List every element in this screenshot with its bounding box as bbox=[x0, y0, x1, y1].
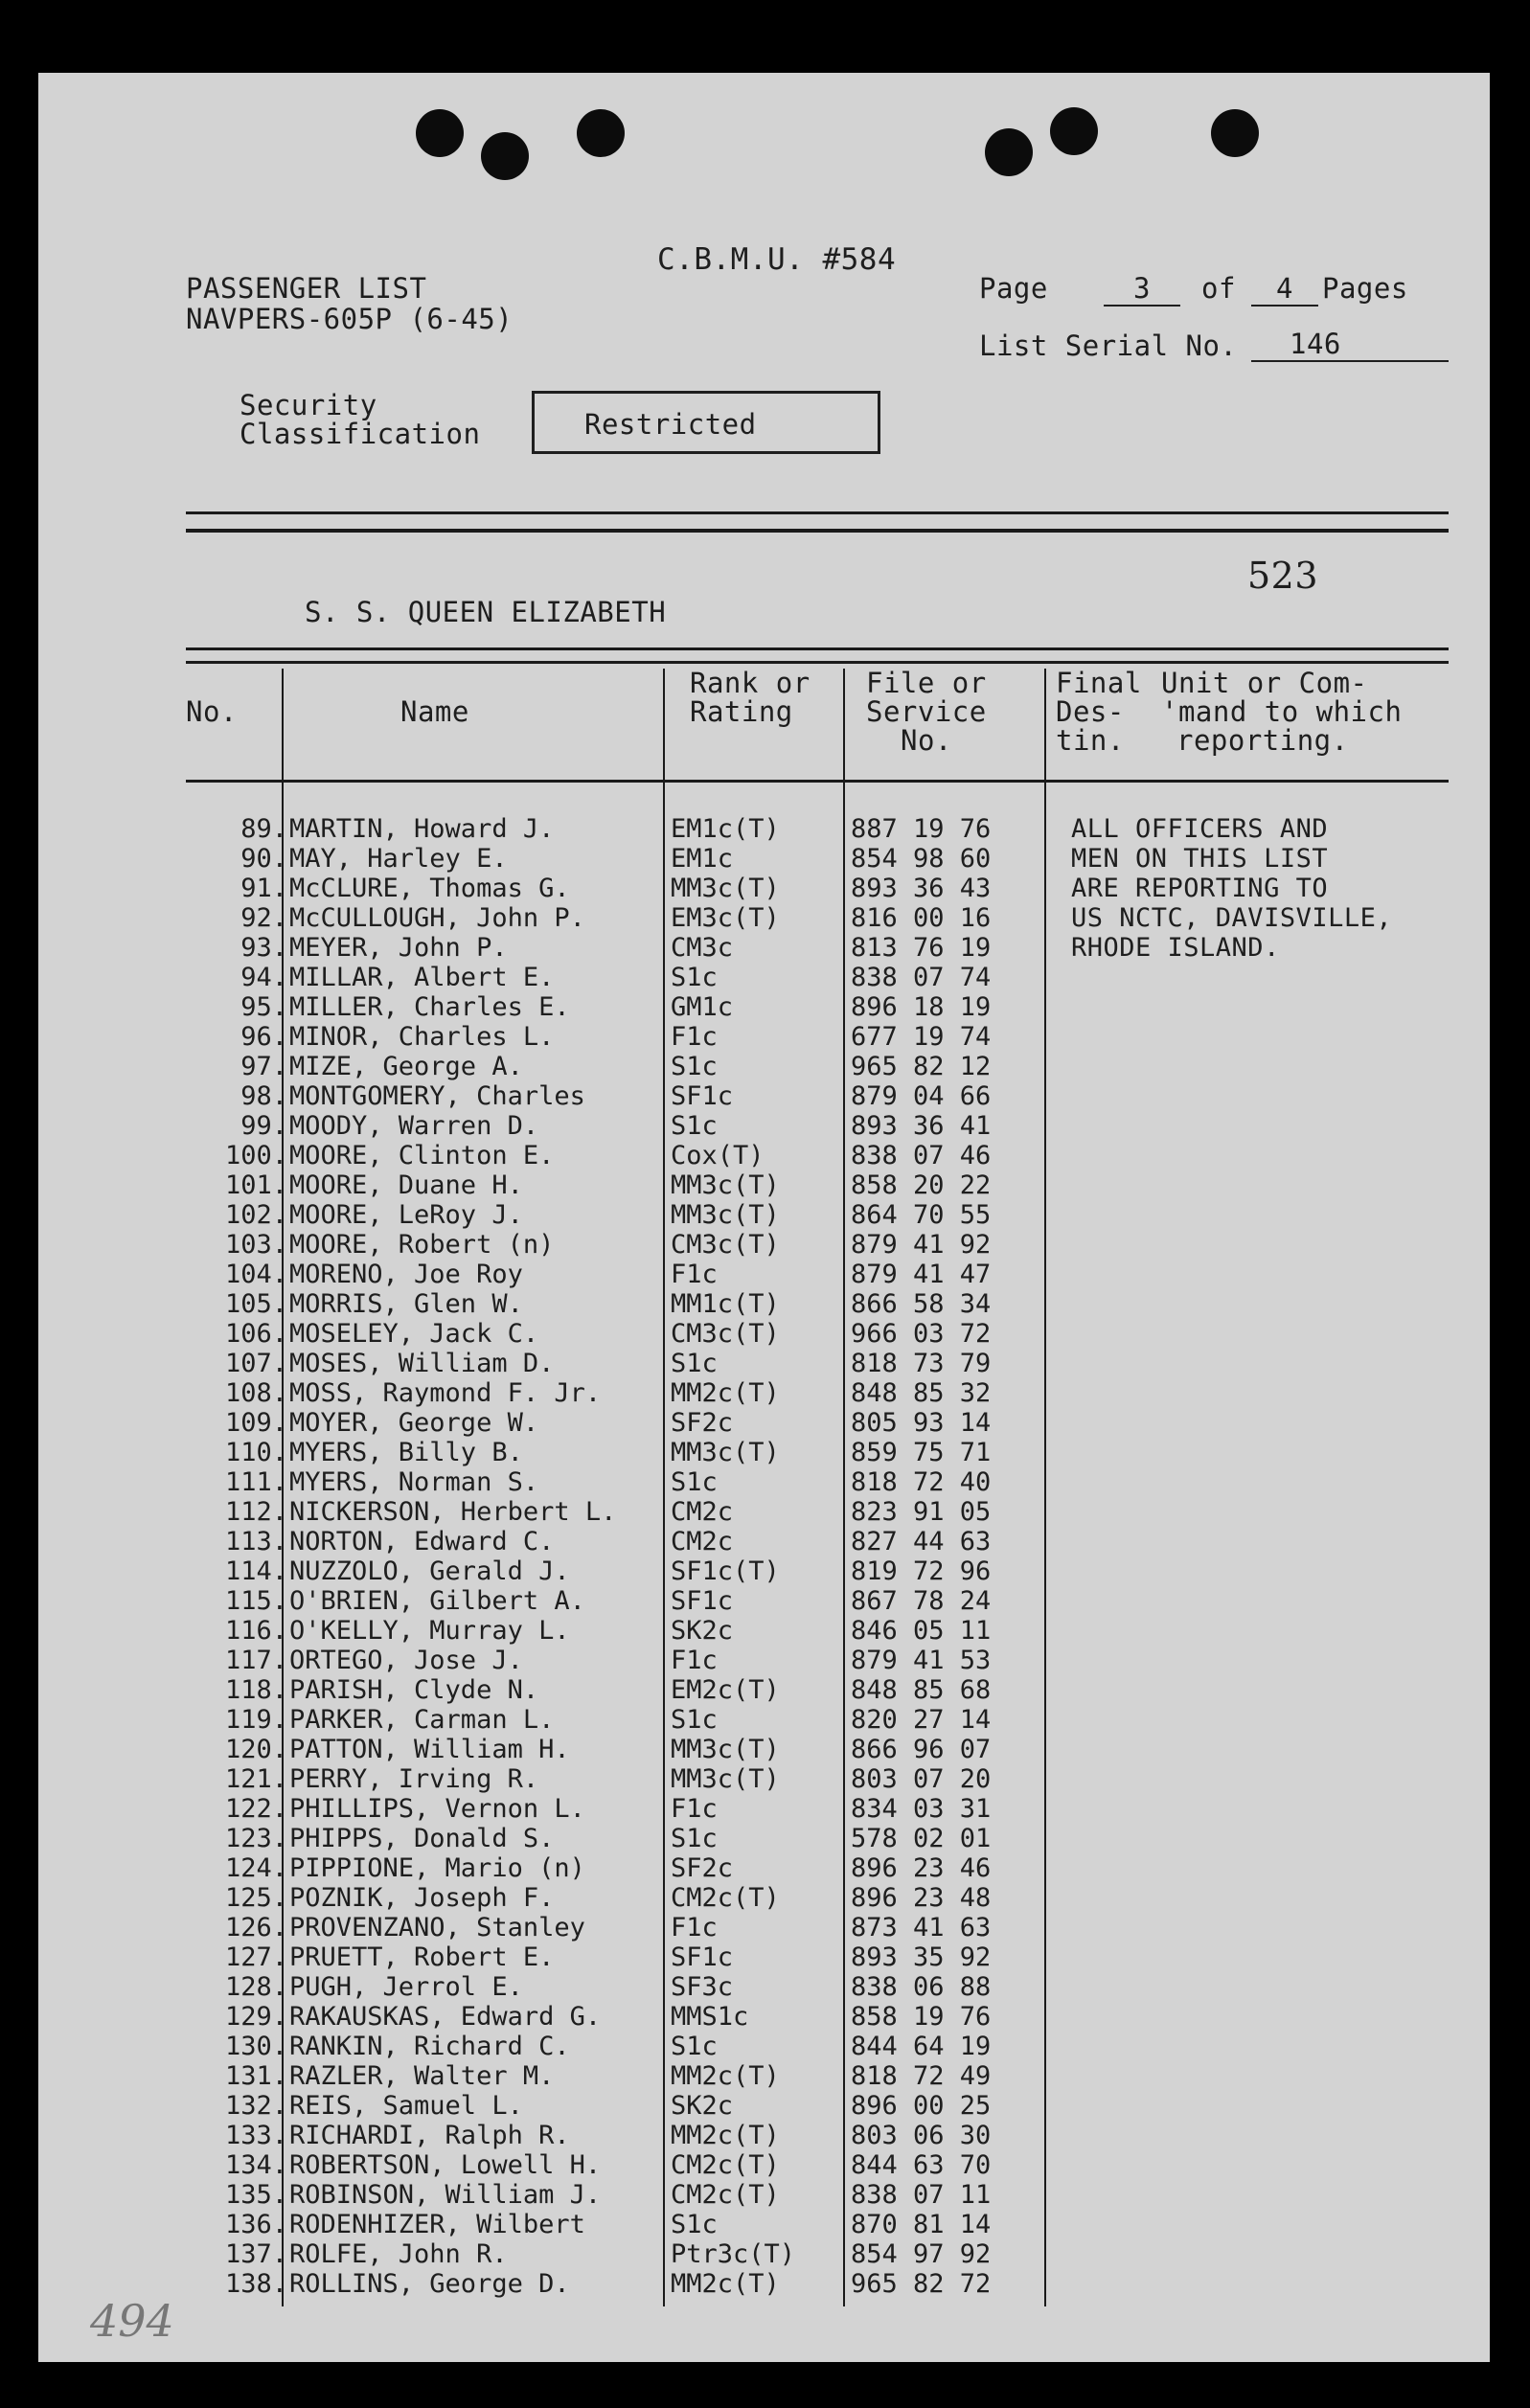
divider bbox=[186, 529, 1449, 533]
passenger-name: RICHARDI, Ralph R. bbox=[289, 2121, 570, 2150]
passenger-name: McCLURE, Thomas G. bbox=[289, 874, 570, 903]
table-row bbox=[38, 1883, 1490, 1913]
rank-rating: CM2c bbox=[671, 1497, 734, 1527]
service-number: 838 07 46 bbox=[851, 1141, 992, 1170]
page-current: 3 bbox=[1104, 272, 1180, 307]
service-number: 827 44 63 bbox=[851, 1527, 992, 1556]
passenger-name: MARTIN, Howard J. bbox=[289, 814, 555, 844]
rank-rating: CM3c(T) bbox=[671, 1230, 780, 1260]
table-row bbox=[38, 1378, 1490, 1408]
row-number: 124. bbox=[224, 1853, 287, 1883]
rank-rating: S1c bbox=[671, 1705, 718, 1735]
row-number: 128. bbox=[224, 1972, 287, 2002]
row-number: 103. bbox=[224, 1230, 287, 1260]
rank-rating: F1c bbox=[671, 1646, 718, 1675]
table-row bbox=[38, 903, 1490, 933]
service-number: 834 03 31 bbox=[851, 1794, 992, 1824]
row-number: 129. bbox=[224, 2002, 287, 2032]
service-number: 818 73 79 bbox=[851, 1349, 992, 1378]
rank-rating: MM3c(T) bbox=[671, 1764, 780, 1794]
service-number: 818 72 49 bbox=[851, 2061, 992, 2091]
column-header-rank: Rank or bbox=[690, 667, 811, 699]
divider bbox=[186, 647, 1449, 650]
passenger-name: PIPPIONE, Mario (n) bbox=[289, 1853, 585, 1883]
rank-rating: S1c bbox=[671, 1349, 718, 1378]
service-number: 803 07 20 bbox=[851, 1764, 992, 1794]
service-number: 803 06 30 bbox=[851, 2121, 992, 2150]
table-row bbox=[38, 1735, 1490, 1764]
service-number: 864 70 55 bbox=[851, 1200, 992, 1230]
table-row bbox=[38, 1408, 1490, 1438]
row-number: 108. bbox=[224, 1378, 287, 1408]
passenger-name: MEYER, John P. bbox=[289, 933, 508, 963]
row-number: 121. bbox=[224, 1764, 287, 1794]
row-number: 132. bbox=[224, 2091, 287, 2121]
row-number: 107. bbox=[224, 1349, 287, 1378]
passenger-name: PERRY, Irving R. bbox=[289, 1764, 539, 1794]
rank-rating: S1c bbox=[671, 1467, 718, 1497]
rank-rating: CM3c bbox=[671, 933, 734, 963]
table-row bbox=[38, 1319, 1490, 1349]
passenger-name: MYERS, Norman S. bbox=[289, 1467, 539, 1497]
service-number: 838 07 11 bbox=[851, 2180, 992, 2210]
page-of-label: of bbox=[1201, 272, 1236, 305]
row-number: 115. bbox=[224, 1586, 287, 1616]
column-header-file: No. bbox=[901, 724, 952, 757]
passenger-name: MOYER, George W. bbox=[289, 1408, 539, 1438]
row-number: 93. bbox=[240, 933, 287, 963]
passenger-name: MOORE, Clinton E. bbox=[289, 1141, 555, 1170]
row-number: 111. bbox=[224, 1467, 287, 1497]
service-number: 966 03 72 bbox=[851, 1319, 992, 1349]
service-number: 879 41 47 bbox=[851, 1260, 992, 1289]
service-number: 846 05 11 bbox=[851, 1616, 992, 1646]
handwritten-number: 494 bbox=[90, 2295, 174, 2347]
punch-hole bbox=[1211, 109, 1259, 157]
row-number: 110. bbox=[224, 1438, 287, 1467]
passenger-name: ROLLINS, George D. bbox=[289, 2269, 570, 2299]
table-row bbox=[38, 1586, 1490, 1616]
row-number: 114. bbox=[224, 1556, 287, 1586]
security-label: Security bbox=[240, 389, 377, 421]
rank-rating: F1c bbox=[671, 1260, 718, 1289]
table-row bbox=[38, 1230, 1490, 1260]
row-number: 95. bbox=[240, 992, 287, 1022]
rank-rating: CM3c(T) bbox=[671, 1319, 780, 1349]
rank-rating: MM3c(T) bbox=[671, 874, 780, 903]
service-number: 870 81 14 bbox=[851, 2210, 992, 2239]
row-number: 94. bbox=[240, 963, 287, 992]
passenger-name: MYERS, Billy B. bbox=[289, 1438, 523, 1467]
rank-rating: CM2c bbox=[671, 1527, 734, 1556]
column-header-final: Final bbox=[1056, 667, 1142, 699]
table-row bbox=[38, 2210, 1490, 2239]
passenger-name: RODENHIZER, Wilbert bbox=[289, 2210, 585, 2239]
passenger-name: MORRIS, Glen W. bbox=[289, 1289, 523, 1319]
passenger-name: MORENO, Joe Roy bbox=[289, 1260, 523, 1289]
destination-note: ALL OFFICERS AND bbox=[1071, 814, 1329, 844]
table-row bbox=[38, 874, 1490, 903]
passenger-name: ROBINSON, William J. bbox=[289, 2180, 602, 2210]
row-number: 122. bbox=[224, 1794, 287, 1824]
service-number: 854 97 92 bbox=[851, 2239, 992, 2269]
pages-label: Pages bbox=[1322, 272, 1408, 305]
table-row bbox=[38, 1081, 1490, 1111]
row-number: 135. bbox=[224, 2180, 287, 2210]
service-number: 858 19 76 bbox=[851, 2002, 992, 2032]
table-row bbox=[38, 1467, 1490, 1497]
table-row bbox=[38, 1942, 1490, 1972]
table-row bbox=[38, 1556, 1490, 1586]
table-row bbox=[38, 2091, 1490, 2121]
rank-rating: SF2c bbox=[671, 1853, 734, 1883]
document-page bbox=[38, 73, 1490, 2362]
column-header-unit: Unit or Com- bbox=[1161, 667, 1368, 699]
service-number: 965 82 12 bbox=[851, 1052, 992, 1081]
service-number: 578 02 01 bbox=[851, 1824, 992, 1853]
service-number: 965 82 72 bbox=[851, 2269, 992, 2299]
unit-designation: C.B.M.U. #584 bbox=[657, 242, 897, 277]
row-number: 104. bbox=[224, 1260, 287, 1289]
service-number: 867 78 24 bbox=[851, 1586, 992, 1616]
table-row bbox=[38, 1289, 1490, 1319]
destination-note: MEN ON THIS LIST bbox=[1071, 844, 1329, 874]
row-number: 101. bbox=[224, 1170, 287, 1200]
rank-rating: SK2c bbox=[671, 2091, 734, 2121]
row-number: 131. bbox=[224, 2061, 287, 2091]
table-row bbox=[38, 1675, 1490, 1705]
service-number: 844 63 70 bbox=[851, 2150, 992, 2180]
column-header-no: No. bbox=[186, 695, 238, 728]
table-row bbox=[38, 1824, 1490, 1853]
passenger-name: ORTEGO, Jose J. bbox=[289, 1646, 523, 1675]
row-number: 96. bbox=[240, 1022, 287, 1052]
rank-rating: CM2c(T) bbox=[671, 1883, 780, 1913]
rank-rating: S1c bbox=[671, 963, 718, 992]
service-number: 896 18 19 bbox=[851, 992, 992, 1022]
divider bbox=[186, 661, 1449, 664]
row-number: 118. bbox=[224, 1675, 287, 1705]
table-row bbox=[38, 1349, 1490, 1378]
service-number: 879 04 66 bbox=[851, 1081, 992, 1111]
rank-rating: Cox(T) bbox=[671, 1141, 765, 1170]
rank-rating: F1c bbox=[671, 1022, 718, 1052]
page-label: Page bbox=[979, 272, 1048, 305]
serial-label: List Serial No. bbox=[979, 329, 1238, 362]
form-title: PASSENGER LIST bbox=[186, 272, 427, 305]
table-row bbox=[38, 844, 1490, 874]
table-row bbox=[38, 2002, 1490, 2032]
passenger-name: PHILLIPS, Vernon L. bbox=[289, 1794, 585, 1824]
rank-rating: MM2c(T) bbox=[671, 1378, 780, 1408]
punch-hole bbox=[416, 109, 464, 157]
table-row bbox=[38, 1200, 1490, 1230]
rank-rating: MM3c(T) bbox=[671, 1438, 780, 1467]
passenger-name: MOORE, Duane H. bbox=[289, 1170, 523, 1200]
security-label: Classification bbox=[240, 418, 481, 450]
table-row bbox=[38, 1646, 1490, 1675]
service-number: 820 27 14 bbox=[851, 1705, 992, 1735]
passenger-name: PHIPPS, Donald S. bbox=[289, 1824, 555, 1853]
passenger-name: MOORE, LeRoy J. bbox=[289, 1200, 523, 1230]
service-number: 896 23 46 bbox=[851, 1853, 992, 1883]
passenger-name: NORTON, Edward C. bbox=[289, 1527, 555, 1556]
row-number: 126. bbox=[224, 1913, 287, 1942]
service-number: 848 85 32 bbox=[851, 1378, 992, 1408]
destination-note: RHODE ISLAND. bbox=[1071, 933, 1280, 963]
service-number: 813 76 19 bbox=[851, 933, 992, 963]
service-number: 816 00 16 bbox=[851, 903, 992, 933]
rank-rating: SF1c bbox=[671, 1081, 734, 1111]
service-number: 819 72 96 bbox=[851, 1556, 992, 1586]
service-number: 848 85 68 bbox=[851, 1675, 992, 1705]
service-number: 893 35 92 bbox=[851, 1942, 992, 1972]
table-row bbox=[38, 933, 1490, 963]
rank-rating: F1c bbox=[671, 1913, 718, 1942]
divider bbox=[186, 780, 1449, 783]
service-number: 896 00 25 bbox=[851, 2091, 992, 2121]
row-number: 109. bbox=[224, 1408, 287, 1438]
table-row bbox=[38, 1527, 1490, 1556]
column-header-final: tin. bbox=[1056, 724, 1125, 757]
rank-rating: EM1c bbox=[671, 844, 734, 874]
table-row bbox=[38, 1170, 1490, 1200]
passenger-name: MILLER, Charles E. bbox=[289, 992, 570, 1022]
punch-hole bbox=[1050, 107, 1098, 155]
table-row bbox=[38, 2180, 1490, 2210]
row-number: 89. bbox=[240, 814, 287, 844]
rank-rating: S1c bbox=[671, 2032, 718, 2061]
table-row bbox=[38, 1022, 1490, 1052]
table-row bbox=[38, 1853, 1490, 1883]
rank-rating: MMS1c bbox=[671, 2002, 749, 2032]
service-number: 879 41 92 bbox=[851, 1230, 992, 1260]
rank-rating: MM3c(T) bbox=[671, 1170, 780, 1200]
passenger-name: MONTGOMERY, Charles bbox=[289, 1081, 585, 1111]
rank-rating: SF1c bbox=[671, 1942, 734, 1972]
passenger-name: MOSELEY, Jack C. bbox=[289, 1319, 539, 1349]
table-row bbox=[38, 2150, 1490, 2180]
row-number: 127. bbox=[224, 1942, 287, 1972]
service-number: 805 93 14 bbox=[851, 1408, 992, 1438]
passenger-name: MILLAR, Albert E. bbox=[289, 963, 555, 992]
row-number: 102. bbox=[224, 1200, 287, 1230]
passenger-name: MIZE, George A. bbox=[289, 1052, 523, 1081]
rank-rating: MM2c(T) bbox=[671, 2121, 780, 2150]
service-number: 879 41 53 bbox=[851, 1646, 992, 1675]
passenger-name: MAY, Harley E. bbox=[289, 844, 508, 874]
row-number: 136. bbox=[224, 2210, 287, 2239]
passenger-name: ROBERTSON, Lowell H. bbox=[289, 2150, 602, 2180]
row-number: 133. bbox=[224, 2121, 287, 2150]
column-header-rank: Rating bbox=[690, 695, 793, 728]
row-number: 100. bbox=[224, 1141, 287, 1170]
row-number: 112. bbox=[224, 1497, 287, 1527]
rank-rating: SF2c bbox=[671, 1408, 734, 1438]
rank-rating: SF1c(T) bbox=[671, 1556, 780, 1586]
security-value: Restricted bbox=[584, 408, 757, 441]
passenger-name: RANKIN, Richard C. bbox=[289, 2032, 570, 2061]
service-number: 859 75 71 bbox=[851, 1438, 992, 1467]
row-number: 92. bbox=[240, 903, 287, 933]
table-row bbox=[38, 1141, 1490, 1170]
table-row bbox=[38, 2269, 1490, 2299]
divider bbox=[186, 511, 1449, 514]
service-number: 858 20 22 bbox=[851, 1170, 992, 1200]
table-row bbox=[38, 1794, 1490, 1824]
rank-rating: Ptr3c(T) bbox=[671, 2239, 796, 2269]
column-header-file: Service bbox=[866, 695, 987, 728]
table-row bbox=[38, 1616, 1490, 1646]
table-row bbox=[38, 1438, 1490, 1467]
rank-rating: CM2c(T) bbox=[671, 2180, 780, 2210]
rank-rating: EM3c(T) bbox=[671, 903, 780, 933]
service-number: 893 36 41 bbox=[851, 1111, 992, 1141]
rank-rating: EM1c(T) bbox=[671, 814, 780, 844]
passenger-name: ROLFE, John R. bbox=[289, 2239, 508, 2269]
rank-rating: MM3c(T) bbox=[671, 1735, 780, 1764]
passenger-name: O'KELLY, Murray L. bbox=[289, 1616, 570, 1646]
rank-rating: S1c bbox=[671, 1052, 718, 1081]
rank-rating: SF3c bbox=[671, 1972, 734, 2002]
rank-rating: MM3c(T) bbox=[671, 1200, 780, 1230]
table-row bbox=[38, 1913, 1490, 1942]
row-number: 130. bbox=[224, 2032, 287, 2061]
passenger-name: RAZLER, Walter M. bbox=[289, 2061, 555, 2091]
rank-rating: F1c bbox=[671, 1794, 718, 1824]
rank-rating: CM2c(T) bbox=[671, 2150, 780, 2180]
row-number: 119. bbox=[224, 1705, 287, 1735]
service-number: 854 98 60 bbox=[851, 844, 992, 874]
punch-hole bbox=[985, 128, 1033, 176]
rank-rating: MM1c(T) bbox=[671, 1289, 780, 1319]
destination-note: ARE REPORTING TO bbox=[1071, 874, 1329, 903]
passenger-name: MOODY, Warren D. bbox=[289, 1111, 539, 1141]
rank-rating: SF1c bbox=[671, 1586, 734, 1616]
service-number: 823 91 05 bbox=[851, 1497, 992, 1527]
passenger-name: PROVENZANO, Stanley bbox=[289, 1913, 585, 1942]
row-number: 113. bbox=[224, 1527, 287, 1556]
row-number: 105. bbox=[224, 1289, 287, 1319]
column-header-name: Name bbox=[400, 695, 469, 728]
passenger-name: MOORE, Robert (n) bbox=[289, 1230, 555, 1260]
passenger-name: RAKAUSKAS, Edward G. bbox=[289, 2002, 602, 2032]
form-number: NAVPERS-605P (6-45) bbox=[186, 303, 514, 335]
table-row bbox=[38, 1497, 1490, 1527]
passenger-name: PARISH, Clyde N. bbox=[289, 1675, 539, 1705]
rank-rating: S1c bbox=[671, 1824, 718, 1853]
column-header-unit: 'mand to which bbox=[1161, 695, 1403, 728]
service-number: 838 06 88 bbox=[851, 1972, 992, 2002]
row-number: 134. bbox=[224, 2150, 287, 2180]
page-total: 4 bbox=[1251, 272, 1318, 307]
rank-rating: MM2c(T) bbox=[671, 2061, 780, 2091]
row-number: 137. bbox=[224, 2239, 287, 2269]
passenger-name: PRUETT, Robert E. bbox=[289, 1942, 555, 1972]
table-row bbox=[38, 963, 1490, 992]
rank-rating: S1c bbox=[671, 1111, 718, 1141]
destination-note: US NCTC, DAVISVILLE, bbox=[1071, 903, 1393, 933]
table-row bbox=[38, 2239, 1490, 2269]
punch-hole bbox=[481, 132, 529, 180]
passenger-name: NUZZOLO, Gerald J. bbox=[289, 1556, 570, 1586]
rank-rating: MM2c(T) bbox=[671, 2269, 780, 2299]
passenger-name: PUGH, Jerrol E. bbox=[289, 1972, 523, 2002]
table-row bbox=[38, 1972, 1490, 2002]
serial-value: 146 bbox=[1251, 328, 1449, 362]
rank-rating: SK2c bbox=[671, 1616, 734, 1646]
row-number: 117. bbox=[224, 1646, 287, 1675]
column-header-final: Des- bbox=[1056, 695, 1125, 728]
row-number: 90. bbox=[240, 844, 287, 874]
row-number: 98. bbox=[240, 1081, 287, 1111]
service-number: 818 72 40 bbox=[851, 1467, 992, 1497]
service-number: 838 07 74 bbox=[851, 963, 992, 992]
passenger-name: POZNIK, Joseph F. bbox=[289, 1883, 555, 1913]
row-number: 120. bbox=[224, 1735, 287, 1764]
rank-rating: EM2c(T) bbox=[671, 1675, 780, 1705]
passenger-name: McCULLOUGH, John P. bbox=[289, 903, 585, 933]
passenger-name: NICKERSON, Herbert L. bbox=[289, 1497, 617, 1527]
table-row bbox=[38, 814, 1490, 844]
row-number: 125. bbox=[224, 1883, 287, 1913]
service-number: 893 36 43 bbox=[851, 874, 992, 903]
service-number: 677 19 74 bbox=[851, 1022, 992, 1052]
table-row bbox=[38, 1764, 1490, 1794]
rank-rating: GM1c bbox=[671, 992, 734, 1022]
stamp-number: 523 bbox=[1247, 555, 1319, 597]
table-row bbox=[38, 2121, 1490, 2150]
column-header-unit: reporting. bbox=[1176, 724, 1349, 757]
row-number: 116. bbox=[224, 1616, 287, 1646]
table-row bbox=[38, 1052, 1490, 1081]
table-row bbox=[38, 2061, 1490, 2091]
passenger-name: MOSES, William D. bbox=[289, 1349, 555, 1378]
table-row bbox=[38, 992, 1490, 1022]
column-header-file: File or bbox=[866, 667, 987, 699]
service-number: 866 58 34 bbox=[851, 1289, 992, 1319]
passenger-name: PARKER, Carman L. bbox=[289, 1705, 555, 1735]
service-number: 887 19 76 bbox=[851, 814, 992, 844]
service-number: 844 64 19 bbox=[851, 2032, 992, 2061]
table-row bbox=[38, 2032, 1490, 2061]
service-number: 896 23 48 bbox=[851, 1883, 992, 1913]
passenger-name: REIS, Samuel L. bbox=[289, 2091, 523, 2121]
table-row bbox=[38, 1111, 1490, 1141]
passenger-name: O'BRIEN, Gilbert A. bbox=[289, 1586, 585, 1616]
table-row bbox=[38, 1260, 1490, 1289]
table-row bbox=[38, 1705, 1490, 1735]
row-number: 97. bbox=[240, 1052, 287, 1081]
passenger-name: MOSS, Raymond F. Jr. bbox=[289, 1378, 602, 1408]
service-number: 866 96 07 bbox=[851, 1735, 992, 1764]
row-number: 91. bbox=[240, 874, 287, 903]
rank-rating: S1c bbox=[671, 2210, 718, 2239]
ship-name: S. S. QUEEN ELIZABETH bbox=[305, 596, 667, 628]
service-number: 873 41 63 bbox=[851, 1913, 992, 1942]
passenger-name: MINOR, Charles L. bbox=[289, 1022, 555, 1052]
row-number: 138. bbox=[224, 2269, 287, 2299]
row-number: 106. bbox=[224, 1319, 287, 1349]
punch-hole bbox=[577, 109, 625, 157]
row-number: 99. bbox=[240, 1111, 287, 1141]
passenger-name: PATTON, William H. bbox=[289, 1735, 570, 1764]
row-number: 123. bbox=[224, 1824, 287, 1853]
